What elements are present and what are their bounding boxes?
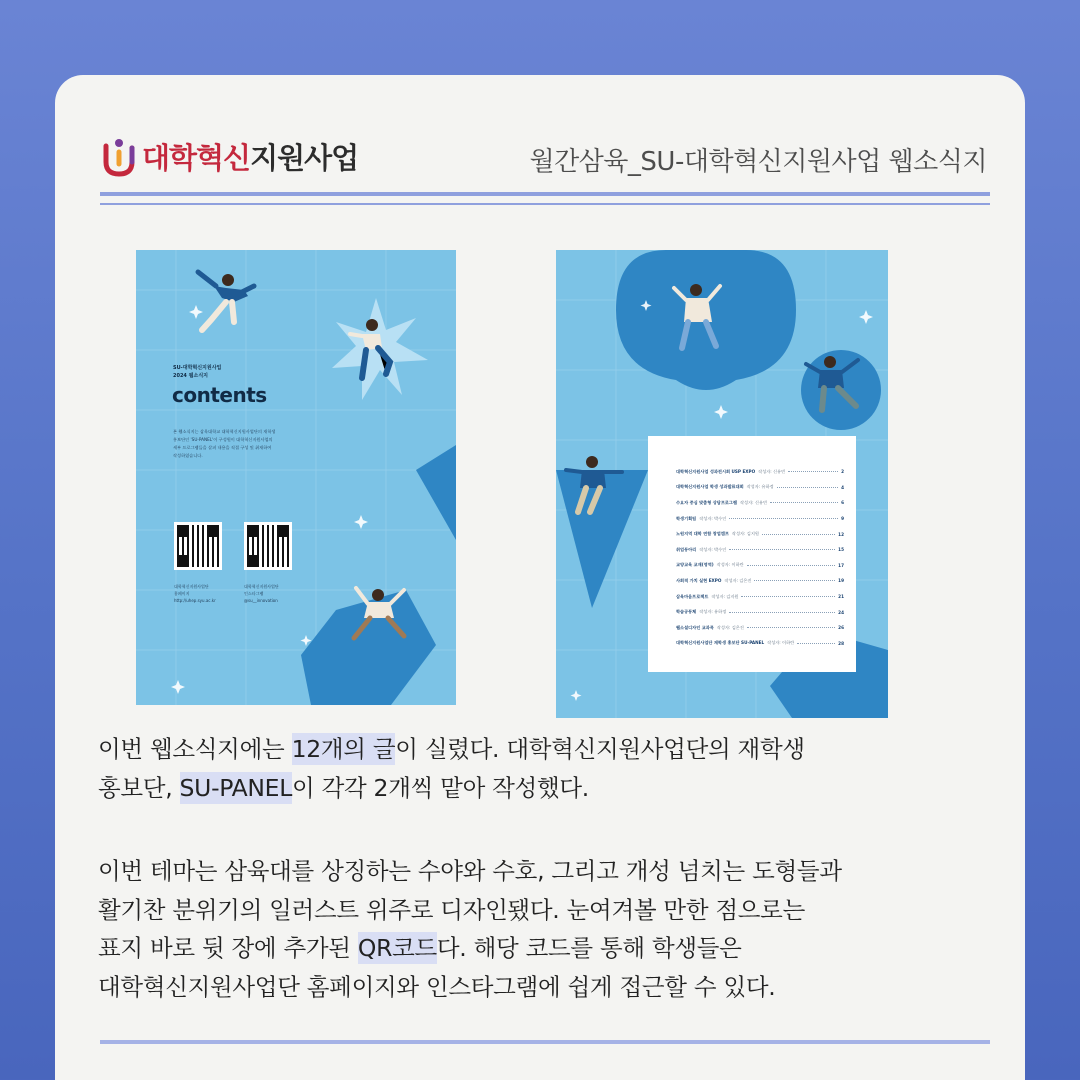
toc-page-number: 19 <box>838 578 844 584</box>
toc-row <box>676 558 844 574</box>
toc-page-number: 26 <box>838 625 844 631</box>
toc-row <box>676 620 844 636</box>
paragraph-2-line-3: 표지 바로 뒷 장에 추가된 QR코드다. 해당 코드를 통해 학생들은 <box>98 934 742 962</box>
paragraph-2-line-1: 이번 테마는 삼육대를 상징하는 수야와 수호, 그리고 개성 넘치는 도형들과 <box>98 857 842 885</box>
toc-title: 수요자 중심 맞춤형 상담프로그램 <box>676 499 738 505</box>
toc-row <box>676 464 844 480</box>
university-innovation-logo <box>100 134 358 178</box>
toc-author: 작성자: 박수인 <box>699 515 727 521</box>
paragraph-theme-description <box>98 852 1018 1006</box>
table-of-contents <box>648 436 856 672</box>
toc-author: 작성자: 이하란 <box>767 640 795 646</box>
highlight-article-count: 12개의 글 <box>291 735 396 763</box>
paragraph-article-count <box>98 730 1018 807</box>
toc-leader-dots <box>729 518 838 519</box>
homepage-qr-code[interactable] <box>174 522 222 570</box>
toc-row <box>676 589 844 605</box>
toc-title: 삼육마음프로젝트 <box>676 593 709 599</box>
toc-title: 사회적 가치 실현 EXPO <box>676 577 722 583</box>
newsletter-subtitle: 월간삼육_SU-대학혁신지원사업 웹소식지 <box>529 147 987 177</box>
toc-title: 대학혁신지원사업 학생 성과발표대회 <box>676 484 744 490</box>
toc-page-number: 4 <box>841 484 844 490</box>
toc-row <box>676 526 844 542</box>
toc-title: 학생기획팀 <box>676 515 697 521</box>
toc-author: 작성자: 김지원 <box>731 531 759 537</box>
toc-title: 웹소설디자인 교과목 <box>676 624 714 630</box>
homepage-qr-label: 대학혁신지원사업단 홈페이지 http://uhep.syu.ac.kr <box>174 584 216 603</box>
toc-page-number: 9 <box>841 516 844 522</box>
toc-author: 작성자: 유하정 <box>699 609 727 615</box>
toc-row <box>676 636 844 652</box>
toc-leader-dots <box>741 596 835 597</box>
toc-leader-dots <box>762 534 835 535</box>
toc-page-number: 28 <box>838 640 844 646</box>
toc-author: 작성자: 신유빈 <box>758 468 786 474</box>
toc-leader-dots <box>729 612 835 613</box>
contents-heading: contents <box>172 383 267 407</box>
toc-leader-dots <box>754 580 835 581</box>
toc-row <box>676 480 844 496</box>
toc-row <box>676 542 844 558</box>
toc-title: 교양교육 교재(영역) <box>676 562 714 568</box>
toc-leader-dots <box>770 502 838 503</box>
toc-page-number: 15 <box>838 547 844 553</box>
highlight-qr-code: QR코드 <box>357 934 437 962</box>
toc-author: 작성자: 유하정 <box>746 484 774 490</box>
paragraph-1-line-2: 홍보단, SU-PANEL이 각각 2개씩 맡아 작성했다. <box>98 773 589 802</box>
toc-leader-dots <box>747 627 835 628</box>
paragraph-1-line-1: 이번 웹소식지에는 12개의 글이 실렸다. 대학혁신지원사업단의 재학생 <box>98 735 805 763</box>
toc-page-number: 2 <box>841 469 844 475</box>
toc-row <box>676 511 844 527</box>
contents-page-thumbnail <box>136 250 456 705</box>
toc-title: 학습공동체 <box>676 609 697 615</box>
toc-page-thumbnail <box>556 250 888 718</box>
toc-title: 대학혁신지원사업단 재학생 홍보단 SU-PANEL <box>676 640 765 646</box>
toc-leader-dots <box>777 487 838 488</box>
toc-author: 작성자: 신유빈 <box>740 499 768 505</box>
header-divider-thin <box>100 203 990 205</box>
highlight-su-panel: SU-PANEL <box>179 773 293 802</box>
toc-author: 작성자: 김지원 <box>711 593 739 599</box>
contents-org-label: SU-대학혁신지원사업 2024 웹소식지 <box>173 365 222 379</box>
paragraph-2-line-2: 활기찬 분위기의 일러스트 위주로 디자인됐다. 눈여겨볼 만한 점으로는 <box>98 895 805 924</box>
toc-row <box>676 573 844 589</box>
contents-description: 본 웹소식지는 삼육대학교 대학혁신지원사업단의 재학생 홍보단인 'SU-PANEL'이 구성원이 대학혁신지원사업의 세부 프로그램들을 살펴 내용을 직접 구성 및 취재하여 작성하였습니다. <box>173 429 276 458</box>
toc-author: 작성자: 김은진 <box>724 577 752 583</box>
toc-title: 노원지역 대학 연합 창업캠프 <box>676 531 729 537</box>
instagram-qr-label: 대학혁신지원사업단 인스타그램 @su__innovation <box>244 584 279 603</box>
logo-text-prefix: 대학혁신 <box>142 140 251 175</box>
toc-leader-dots <box>729 549 835 550</box>
toc-row <box>676 495 844 511</box>
toc-page-number: 24 <box>838 609 844 615</box>
toc-leader-dots <box>797 643 835 644</box>
toc-title: 대학혁신지원사업 성과전시회 USP EXPO <box>676 468 756 474</box>
toc-page-number: 6 <box>841 500 844 506</box>
toc-author: 작성자: 김은진 <box>716 624 744 630</box>
toc-page-number: 21 <box>838 594 844 600</box>
toc-page-number: 12 <box>838 531 844 537</box>
toc-author: 작성자: 박수인 <box>699 546 727 552</box>
toc-row <box>676 604 844 620</box>
toc-page-number: 17 <box>838 562 844 568</box>
toc-leader-dots <box>788 471 838 472</box>
paragraph-2-line-4: 대학혁신지원사업단 홈페이지와 인스타그램에 쉽게 접근할 수 있다. <box>98 972 776 1001</box>
header-divider-thick <box>100 192 990 196</box>
contents-page-artwork <box>136 250 456 705</box>
logo-mark-icon <box>100 134 138 178</box>
toc-author: 작성자: 이하란 <box>716 562 744 568</box>
instagram-qr-code[interactable] <box>244 522 292 570</box>
logo-text-suffix: 지원사업 <box>250 140 359 175</box>
footer-divider <box>100 1040 990 1044</box>
toc-title: 취업동아리 <box>676 546 697 552</box>
toc-leader-dots <box>747 565 836 566</box>
